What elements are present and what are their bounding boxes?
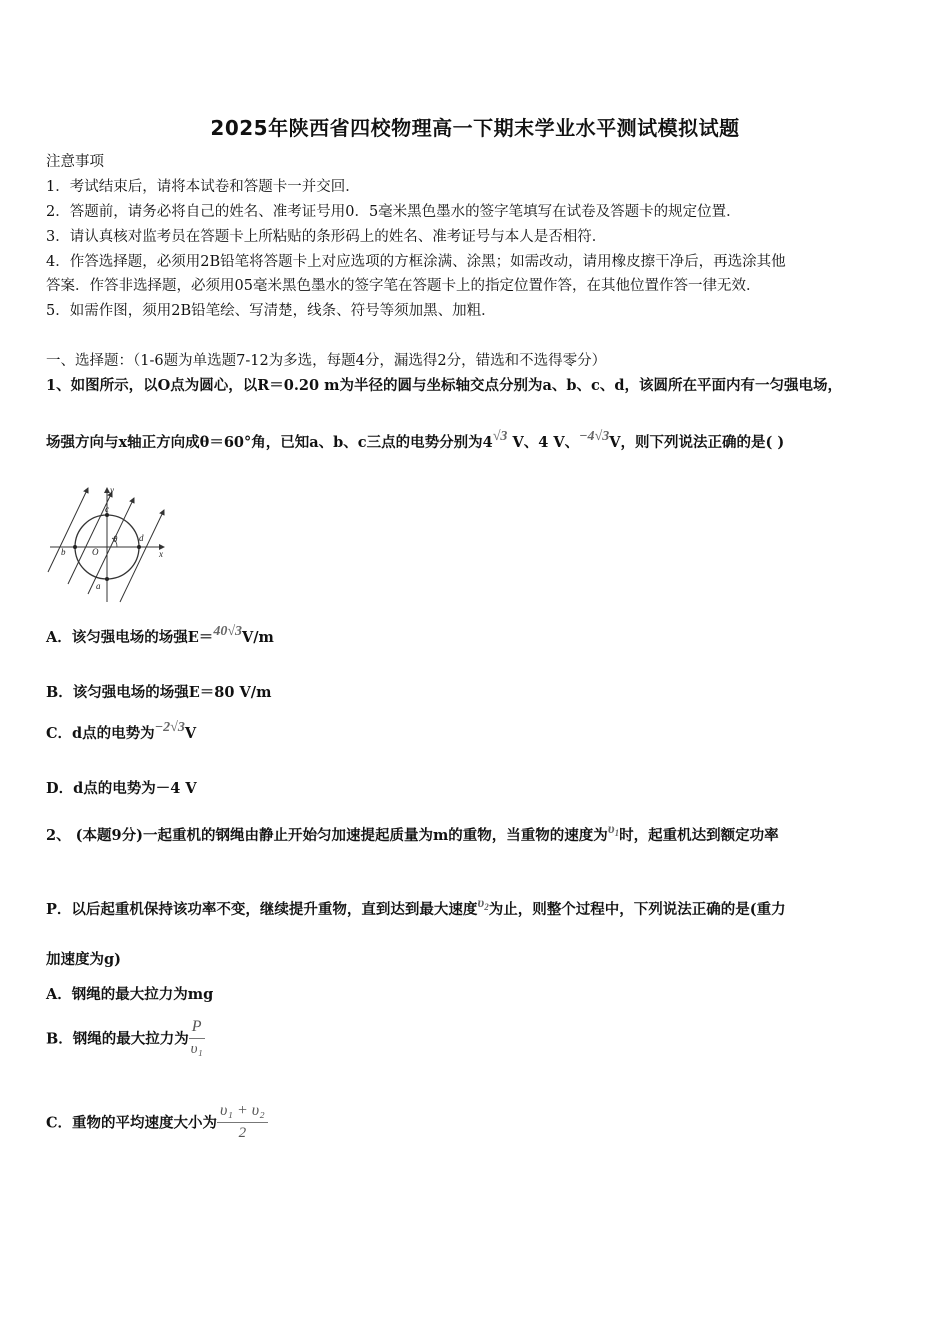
q2-stem-line2 [46, 896, 910, 921]
q2-stem-text-a: 2、 (本题9分)一起重机的钢绳由静止开始匀加速提起质量为m的重物，当重物的速度为 [46, 827, 608, 844]
q2-stem-line3: 加速度为g) [46, 951, 121, 968]
q2-option-a: A．钢绳的最大拉力为mg [46, 986, 214, 1003]
neg-4sqrt3-math: −4√3 [579, 429, 610, 444]
field-line-4 [120, 510, 164, 602]
q1-option-c-text: C．d点的电势为 [46, 725, 155, 742]
q2-stem-text-c: P．以后起重机保持该功率不变，继续提升重物，直到达到最大速度 [46, 901, 478, 918]
section-heading: 一、选择题：（1-6题为单选题7-12为多选，每题4分，漏选得2分，错选和不选得零分） [46, 353, 607, 369]
40sqrt3-math: 40√3 [213, 624, 242, 639]
label-c: c [105, 504, 109, 514]
label-d: d [139, 533, 144, 543]
label-y: y [110, 485, 114, 495]
q1-option-a [46, 624, 910, 649]
fraction-numerator: υ₁ + υ₂ [217, 1102, 268, 1123]
sqrt3-math: √3 [492, 429, 508, 444]
q1-stem-line2 [46, 429, 910, 454]
field-line-3 [88, 498, 134, 594]
q2-option-b-text: B．钢绳的最大拉力为 [46, 1030, 189, 1048]
q2-option-c-text: C．重物的平均速度大小为 [46, 1114, 218, 1132]
q1-stem-text-b: V、4 V、 [507, 434, 580, 451]
point-a [105, 577, 109, 581]
q2-stem-line1 [46, 822, 910, 847]
notice-item-4-cont: 答案．作答非选择题，必须用05毫米黑色墨水的签字笔在答题卡上的指定位置作答，在其他位置作答一律无效． [46, 278, 761, 294]
q1-option-a-text: A．该匀强电场的场强E＝ [46, 629, 214, 646]
v1-symbol: υ [607, 822, 615, 837]
fraction-denominator: 2 [238, 1125, 247, 1141]
q2-option-b [46, 1018, 910, 1058]
q2-option-c [46, 1102, 910, 1142]
page-title: 2025年陕西省四校物理高一下期末学业水平测试模拟试题 [210, 116, 740, 140]
q2-stem-text-d: 为止，则整个过程中，下列说法正确的是(重力 [488, 901, 786, 918]
point-d [137, 545, 141, 549]
label-theta: θ [113, 534, 118, 544]
label-a: a [96, 581, 101, 591]
fraction-numerator: P [189, 1018, 205, 1039]
q1-option-d: D．d点的电势为－4 V [46, 780, 197, 797]
average-velocity-fraction [217, 1102, 268, 1142]
field-line-1 [48, 488, 88, 572]
v2-subscript: 2 [484, 902, 489, 912]
notice-heading: 注意事项 [46, 154, 104, 170]
fraction-denominator: υ₁ [190, 1041, 203, 1057]
label-O: O [92, 547, 99, 557]
notice-item-4: 4．作答选择题，必须用2B铅笔将答题卡上对应选项的方框涂满、涂黑；如需改动，请用橡皮擦干净后，再选涂其他 [46, 254, 786, 270]
v1-math [608, 822, 619, 837]
q1-stem-text-c: V，则下列说法正确的是( ) [609, 434, 785, 451]
q1-option-c-unit: V [184, 725, 197, 742]
v1-subscript: 1 [614, 828, 620, 838]
q1-stem-text-a: 场强方向与x轴正方向成θ＝60°角，已知a、b、c三点的电势分别为4 [46, 434, 493, 451]
q1-option-a-unit: V/m [242, 629, 274, 646]
v2-symbol: υ [477, 896, 485, 911]
label-x: x [159, 549, 163, 559]
q1-option-c [46, 720, 910, 745]
label-b: b [61, 547, 66, 557]
notice-item-2: 2．答题前，请务必将自己的姓名、准考证号用0．5毫米黑色墨水的签字笔填写在试卷及答题卡的规定位置． [46, 204, 741, 220]
q2-stem-text-b: 时，起重机达到额定功率 [619, 827, 779, 844]
neg-2sqrt3-math: −2√3 [154, 720, 185, 735]
v2-math [477, 896, 488, 911]
p-over-v1-fraction [189, 1018, 205, 1058]
notice-item-1: 1．考试结束后，请将本试卷和答题卡一并交回． [46, 179, 360, 195]
notice-item-3: 3．请认真核对监考员在答题卡上所粘贴的条形码上的姓名、准考证号与本人是否相符． [46, 229, 607, 245]
q1-stem-line1: 1、如图所示，以O点为圆心，以R＝0.20 m为半径的圆与坐标轴交点分别为a、b、c、d，该圆所在平面内有一匀强电场， [46, 377, 842, 394]
q1-field-diagram [44, 484, 174, 608]
notice-item-5: 5．如需作图，须用2B铅笔绘、写清楚，线条、符号等须加黑、加粗． [46, 303, 496, 319]
point-b [73, 545, 77, 549]
q1-option-b: B．该匀强电场的场强E＝80 V/m [46, 684, 272, 701]
